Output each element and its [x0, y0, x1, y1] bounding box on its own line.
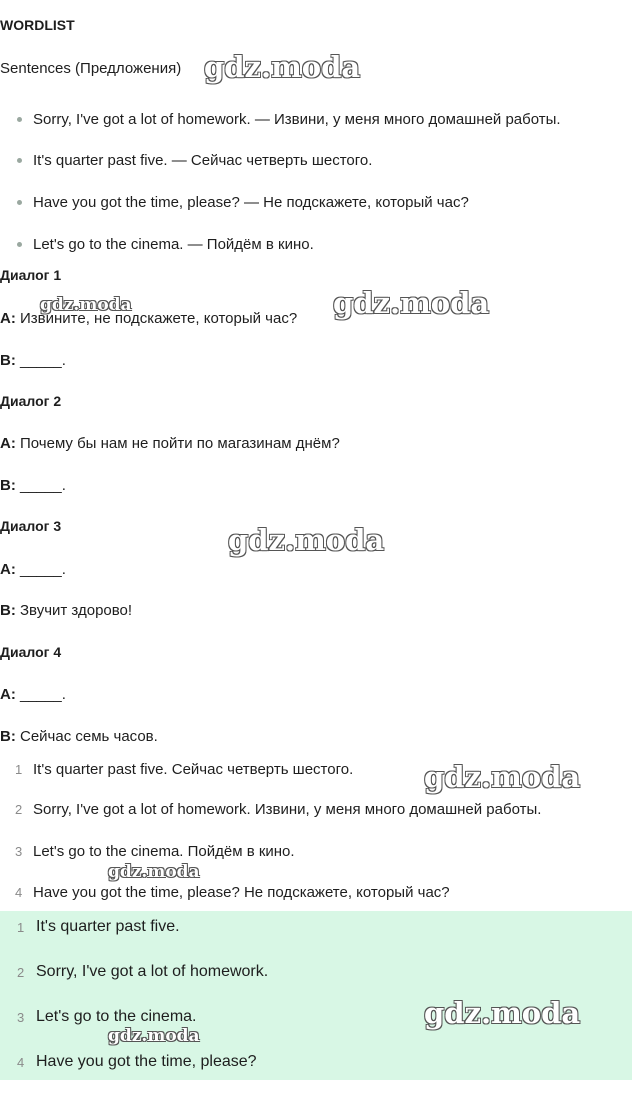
dialog-title: Диалог 2	[0, 393, 62, 409]
watermark: gdz.moda	[228, 523, 385, 557]
sentence-item	[0, 149, 372, 171]
bullet-icon	[17, 117, 22, 122]
dialog-line-a: A: _____.	[0, 686, 66, 703]
sentences-title: Sentences (Предложения)	[0, 60, 182, 77]
answer-item	[0, 1053, 257, 1071]
sentence-text: Let's go to the cinema. — Пойдём в кино.	[33, 235, 314, 253]
dialog-line-b: B: Звучит здорово!	[0, 602, 133, 619]
watermark: gdz.moda	[333, 286, 490, 320]
sentence-item	[0, 108, 561, 130]
dialog-line-b: B: Сейчас семь часов.	[0, 728, 158, 745]
sentence-item	[0, 191, 469, 213]
sentence-item	[0, 233, 314, 255]
numbered-item	[0, 884, 450, 901]
numbered-item	[0, 761, 353, 778]
answer-item	[0, 918, 180, 936]
answer-number: 1	[17, 919, 25, 935]
dialog-line-a: A: Извините, не подскажете, который час?	[0, 310, 298, 327]
item-text: It's quarter past five. Сейчас четверть шестого.	[33, 761, 354, 778]
numbered-item	[0, 843, 295, 860]
answer-number: 2	[17, 964, 25, 980]
dialog-title: Диалог 4	[0, 644, 62, 660]
bullet-icon	[17, 200, 22, 205]
watermark: gdz.moda	[108, 862, 200, 882]
answer-text: Let's go to the cinema.	[36, 1008, 197, 1025]
sentence-text: Sorry, I've got a lot of homework. — Извини, у меня много домашней работы.	[33, 110, 561, 128]
dialog-line-b: B: _____.	[0, 477, 66, 494]
watermark: gdz.moda	[424, 996, 581, 1030]
answer-item	[0, 963, 268, 981]
item-text: Have you got the time, please? Не подскажете, который час?	[33, 884, 450, 901]
watermark: gdz.moda	[204, 50, 361, 84]
dialog-line-a: A: Почему бы нам не пойти по магазинам днём?	[0, 435, 340, 452]
answer-number: 4	[17, 1054, 25, 1070]
dialog-title: Диалог 3	[0, 518, 62, 534]
item-text: Let's go to the cinema. Пойдём в кино.	[33, 843, 295, 860]
answer-text: Have you got the time, please?	[36, 1053, 257, 1070]
sentence-text: Have you got the time, please? — Не подскажете, который час?	[33, 193, 469, 211]
item-number: 4	[15, 885, 23, 900]
watermark: gdz.moda	[40, 295, 132, 315]
numbered-item	[0, 801, 541, 818]
dialog-title: Диалог 1	[0, 267, 62, 283]
answer-number: 3	[17, 1009, 25, 1025]
bullet-icon	[17, 158, 22, 163]
watermark: gdz.moda	[108, 1026, 200, 1046]
sentence-text: It's quarter past five. — Сейчас четверть шестого.	[33, 151, 373, 169]
answer-text: Sorry, I've got a lot of homework.	[36, 963, 269, 980]
item-number: 2	[15, 802, 23, 817]
item-text: Sorry, I've got a lot of homework. Извини, у меня много домашней работы.	[33, 801, 542, 818]
wordlist-label: WORDLIST	[0, 17, 75, 33]
answer-item	[0, 1008, 196, 1026]
dialog-line-a: A: _____.	[0, 561, 66, 578]
dialog-line-b: B: _____.	[0, 352, 66, 369]
answer-text: It's quarter past five.	[36, 918, 180, 935]
bullet-icon	[17, 242, 22, 247]
item-number: 3	[15, 844, 23, 859]
item-number: 1	[15, 762, 23, 777]
watermark: gdz.moda	[424, 760, 581, 794]
